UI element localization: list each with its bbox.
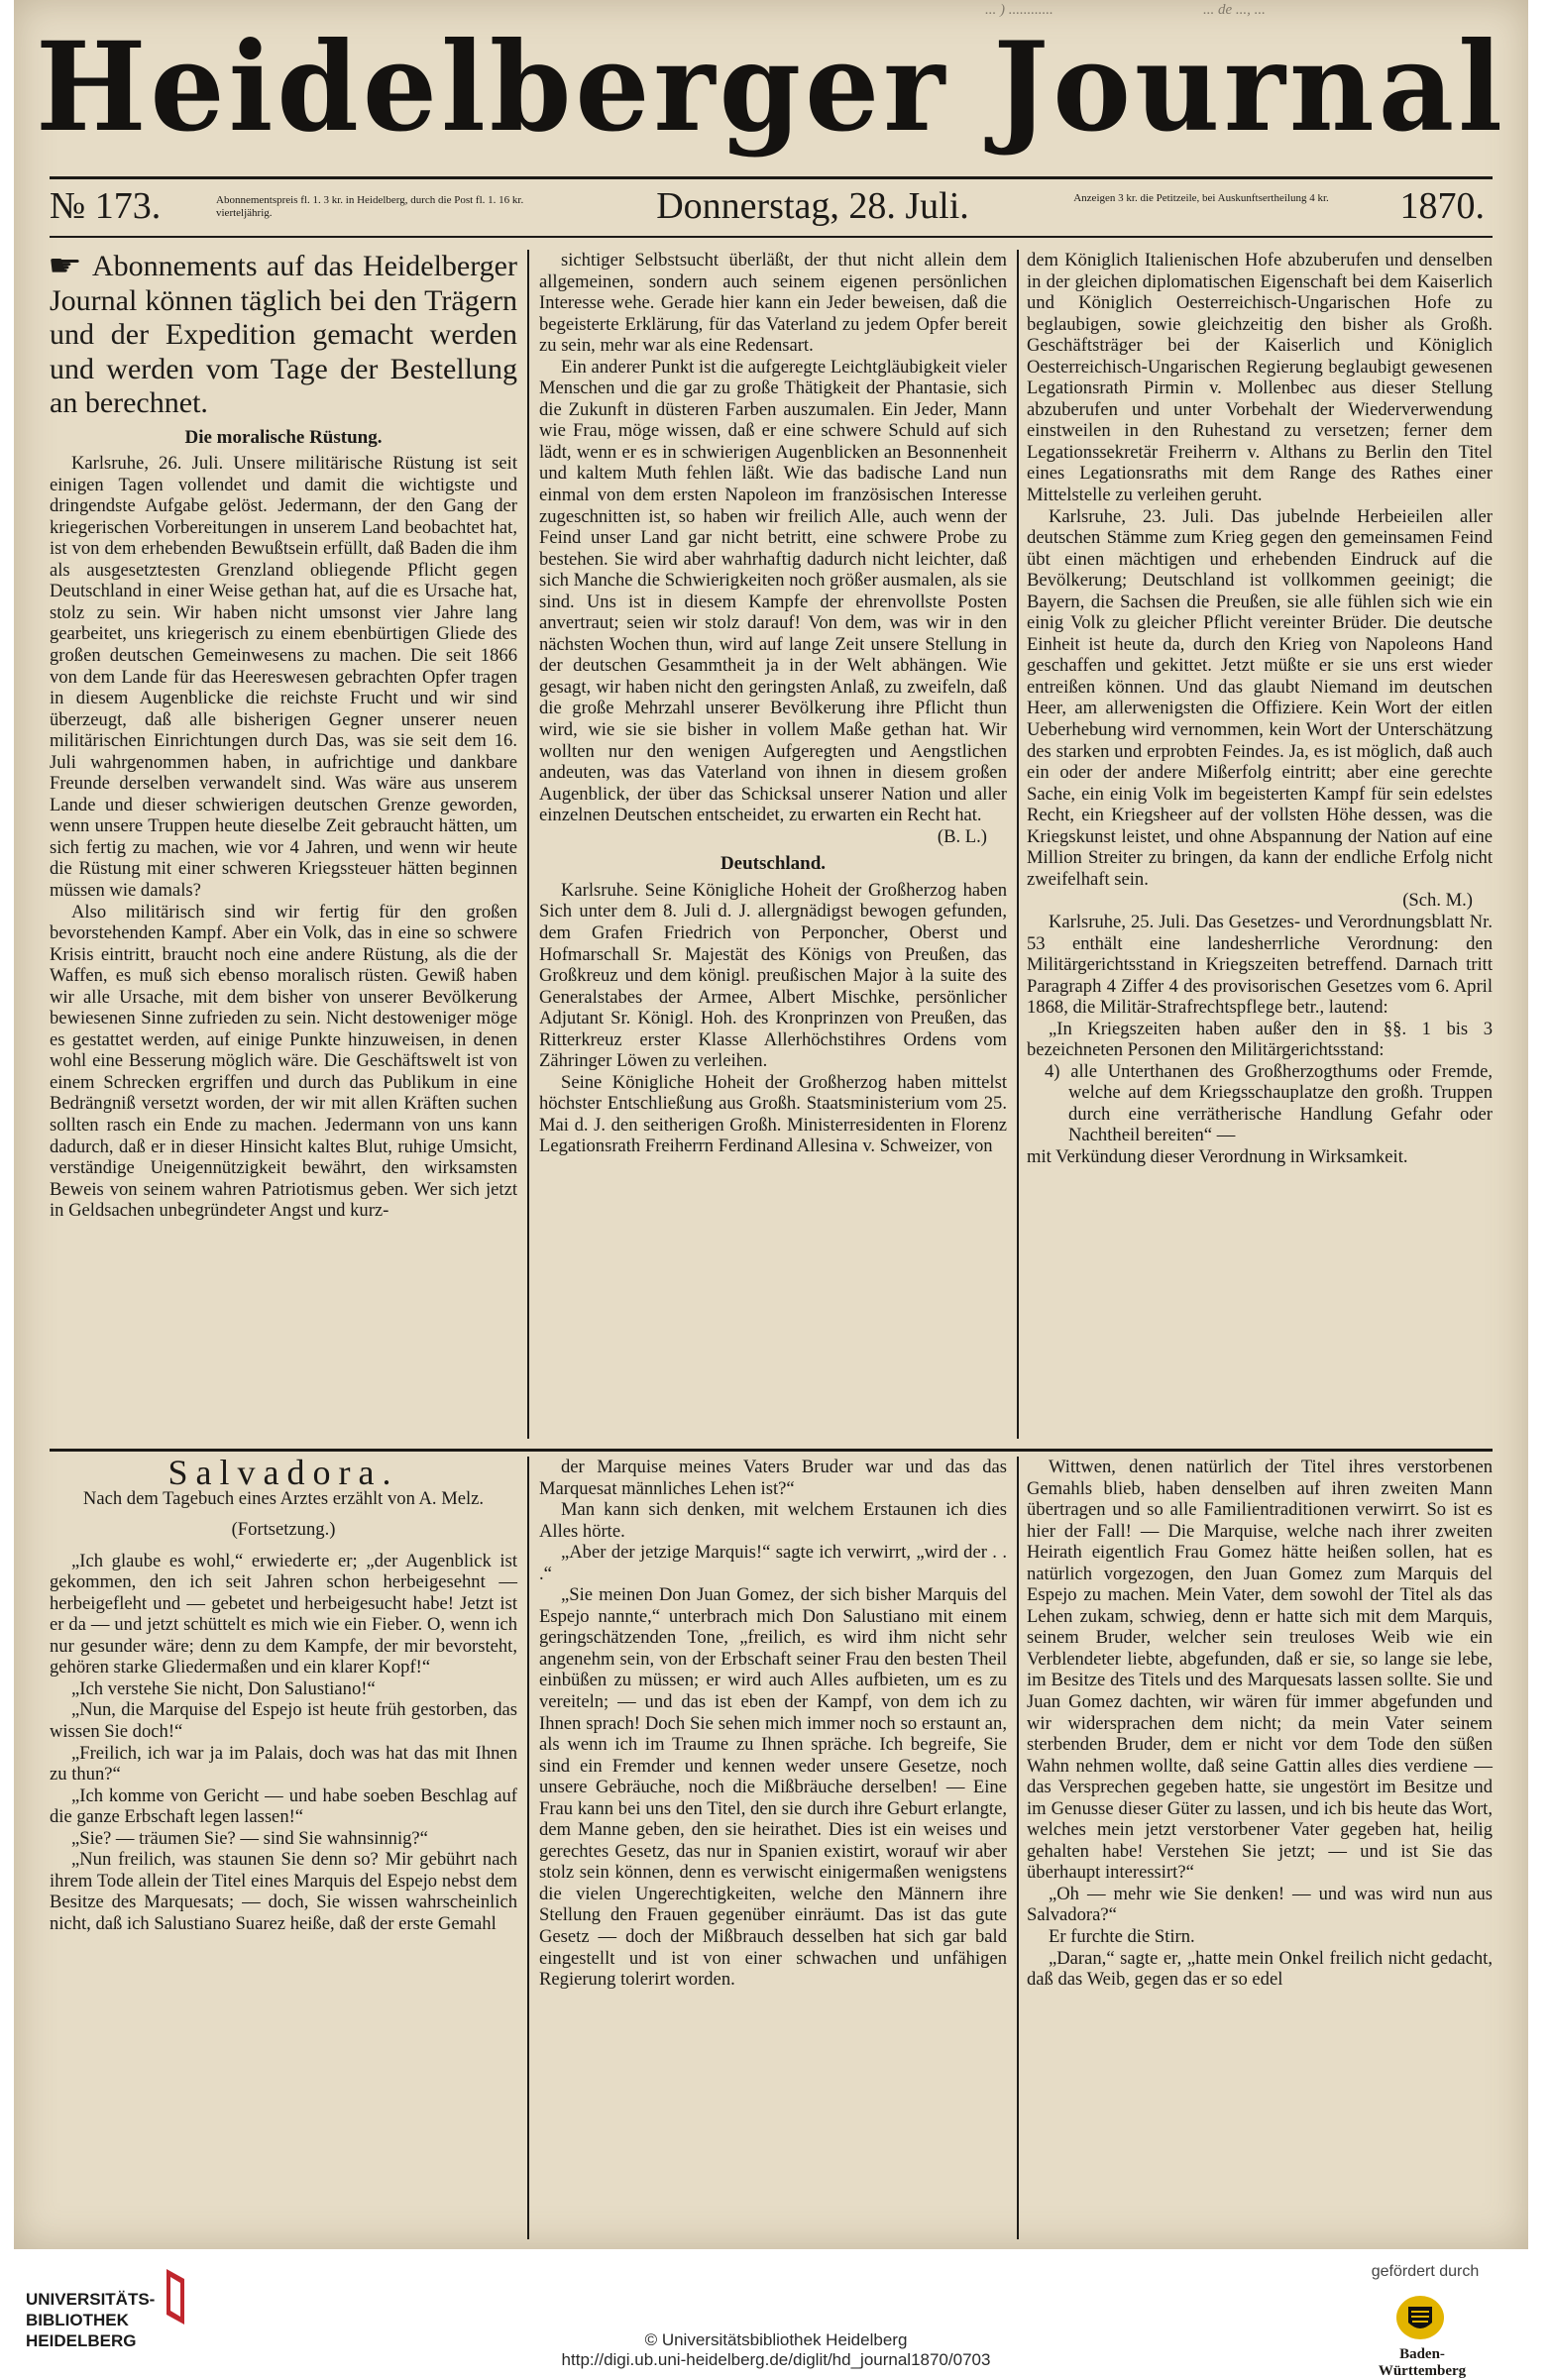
story-paragraph: „Nun, die Marquise del Espejo ist heute früh gestorben, das wissen Sie doch!“	[50, 1699, 517, 1743]
article-paragraph: Also militärisch sind wir fertig für den großen bevorstehenden Kampf. Aber ein Volk, das in eine so schwere Krisis eintritt, braucht noch eine andere Rüstung, als die der Waffen, es muß sich ebenso moralisch rüsten. Gewiß haben wir alle Ursache, mit dem bisher von unserer Bevölkerung bewiesenen Sinne zufrieden zu sein. Nicht destoweniger möge es gestattet werden, auf einige Punkte hinzuweisen, in denen wohl eine Besserung möglich wäre. Die Geschäftswelt ist von einem Schrecken ergriffen und durch das Publikum in eine Bedrängniß versetzt worden, der wir mit allen Kräften suchen sollten rasch ein Ende zu machen. Jedermann von uns kann dadurch, daß er in dieser Hinsicht kaltes Blut, ruhige Umsicht, verständige Uneigennützigkeit bewährt, den wirksamsten Beweis von seinem wahren Patriotismus geben. Wer sich jetzt in Geldsachen unbegründeter Angst und kurz-	[50, 901, 517, 1222]
column-rule	[527, 1457, 529, 2239]
story-continuation: (Fortsetzung.)	[231, 1519, 336, 1541]
story-paragraph: „Oh — mehr wie Sie denken! — und was wird nun aus Salvadora?“	[1027, 1883, 1493, 1926]
funder-name: Baden-Württemberg	[1378, 2346, 1467, 2379]
issue-number: № 173.	[50, 185, 162, 227]
issue-info-bar	[50, 184, 1493, 234]
upper-column-1	[47, 250, 517, 1222]
article-paragraph: Karlsruhe, 23. Juli. Das jubelnde Herbeieilen aller deutschen Stämme zum Krieg gegen den gemeinsamen Feind übt einen mächtigen und erhebenden Eindruck auf die Bevölkerung; Deutschland ist vollkommen geeinigt; die Bayern, die Sachsen die Preußen, sie alle fühlen sich wie ein einig Volk zu gleicher Pflicht vereinter Brüder. Die deutsche Einheit ist heute da, durch den Krieg von Napoleons Hand geschaffen und gekittet. Jetzt müßte er sie uns erst wieder entreißen können. Und das glaubt Niemand im deutschen Heer, am allerwenigsten die Offiziere. Kein Wort der eitlen Ueberhebung wird vernommen, kein Wort der Unterschätzung des starken und erprobten Feindes. Ja, es ist möglich, daß auch ein oder der andere Mißerfolg eintritt; aber eine gerechte Sache, ein einig Volk im begeisterten Kampf für sein edelstes Recht, ein Kriegsheer auf der vollsten Höhe dessen, was die Kriegskunst leistet, und ohne Abspannung der Nation auf eine Million Streiter zu bringen, da kann der endliche Erfolg nicht zweifelhaft sein.	[1027, 505, 1493, 890]
newspaper-masthead: Heidelberger Journal	[36, 14, 1506, 160]
issue-year: 1870.	[1399, 185, 1485, 227]
header-rule-bottom	[50, 236, 1493, 238]
handwritten-scrawl: ... ) ............	[985, 2, 1053, 18]
story-paragraph: „Nun freilich, was staunen Sie denn so? Mir gebührt nach ihrem Tode allein der Titel eines Marquis del Espejo nebst dem Besitze des Marquesats; — doch, Sie wissen wahrscheinlich nicht, daß ich Salustiano Suarez heiße, daß der erste Gemahl	[50, 1849, 517, 1934]
column-rule	[1017, 250, 1019, 1439]
article-paragraph: dem Königlich Italienischen Hofe abzuberufen und denselben in der gleichen diplomatischen Eigenschaft bei dem Kaiserlich und Königlich Oesterreichisch-Ungarischen Hofe zu beglaubigen, sowie gleichzeitig den bisher als Großh. Geschäftsträger bei der Kaiserlich und Königlich Oesterreichisch-Ungarischen Regierung beglaubigt gewesenen Legationsrath Pirmin v. Mollenbec aus dieser Stellung abzuberufen und unter Vorbehalt der Wiederverwendung einstweilen in den Ruhestand zu versetzen; ferner dem Legationssekretär Freiherrn v. Althans zu Berlin den Titel eines Legationsraths mit dem Range des Rathes einer Mittelstelle zu verleihen geruht.	[1027, 250, 1493, 506]
article-paragraph: sichtiger Selbstsucht überläßt, der thut nicht allein dem allgemeinen, sondern auch seinem eigenen persönlichen Interesse wehe. Gerade hier kann ein Jeder beweisen, daß die begeisterte Erklärung, für das Vaterland zu jedem Opfer bereit zu sein, mehr war als eine Redensart.	[539, 250, 1007, 357]
ub-logo-mark-icon	[163, 2269, 188, 2325]
subscription-price: Abonnementspreis fl. 1. 3 kr. in Heidelberg, durch die Post fl. 1. 16 kr. vierteljährig.	[216, 194, 524, 219]
quoted-clause: 4) alle Unterthanen des Großherzogthums oder Fremde, welche auf dem Kriegsschauplatze den großh. Truppen durch eine verrätherische Handlung Gefahr oder Nachtheil bereiten“ —	[1045, 1060, 1493, 1146]
story-paragraph: Man kann sich denken, mit welchem Erstaunen ich dies Alles hörte.	[539, 1499, 1007, 1542]
story-paragraph: „Aber der jetzige Marquis!“ sagte ich verwirrt, „wird der . . .“	[539, 1542, 1007, 1584]
newspaper-page	[14, 0, 1528, 2249]
story-paragraph: „Daran,“ sagte er, „hatte mein Onkel freilich nicht gedacht, daß das Weib, gegen das er so edel	[1027, 1947, 1493, 1991]
story-byline: Nach dem Tagebuch eines Arztes erzählt von A. Melz.	[82, 1487, 485, 1509]
library-footer	[0, 2249, 1552, 2379]
story-paragraph: „Ich komme von Gericht — und habe soeben Beschlag auf die ganze Erbschaft legen lassen!“	[50, 1785, 517, 1828]
feuilleton-rule	[50, 1449, 1493, 1452]
story-paragraph: „Freilich, ich war ja im Palais, doch was hat das mit Ihnen zu thun?“	[50, 1742, 517, 1785]
story-column-3	[1027, 1457, 1493, 1991]
pointing-hand-icon: ☛	[47, 250, 82, 282]
article-paragraph: Seine Königliche Hoheit der Großherzog haben mittelst höchster Entschließung aus Großh. Staatsministerium vom 25. Mai d. J. den seitherigen Großh. Ministerresidenten in Florenz Legationsrath Freiherrn Ferdinand Allesina v. Schweizer, von	[539, 1071, 1007, 1157]
logo-text: HEIDELBERG	[26, 2331, 137, 2350]
story-paragraph: „Ich glaube es wohl,“ erwiederte er; „der Augenblick ist gekommen, den ich seit Jahren schon herbeigesehnt — herbeigefleht und — gebetet und herbeigesucht habe! Jetzt ist er da — und jetzt schüttelt es mich wie ein Fieber. O, wenn ich nur gesunder wäre; denn zu dem Kampfe, der mir bevorsteht, gehören starke Gliedermaßen und ein klarer Kopf!“	[50, 1550, 517, 1678]
notice-text: Abonnements auf das Heidelberger Journal können täglich bei den Trägern und der Expedition gemacht werden und werden vom Tage der Bestellung an berechnet.	[50, 250, 517, 419]
header-rule-top	[50, 176, 1493, 179]
story-paragraph: der Marquise meines Vaters Bruder war und das das Marquesat männliches Lehen ist?“	[539, 1457, 1007, 1499]
article-paragraph: mit Verkündung dieser Verordnung in Wirksamkeit.	[1027, 1145, 1408, 1167]
story-title: Salvadora.	[167, 1453, 399, 1492]
story-paragraph: „Sie? — träumen Sie? — sind Sie wahnsinnig?“	[71, 1827, 428, 1849]
article-paragraph: „In Kriegszeiten haben außer den in §§. 1 bis 3 bezeichneten Personen den Militärgerichtsstand:	[1027, 1018, 1493, 1061]
source-attribution: (Sch. M.)	[1402, 890, 1473, 912]
column-rule	[527, 250, 529, 1439]
upper-column-2	[539, 250, 1007, 1157]
source-url-link[interactable]: http://digi.ub.uni-heidelberg.de/diglit/hd_journal1870/0703	[561, 2350, 991, 2369]
section-heading: Deutschland.	[720, 853, 827, 875]
story-paragraph: „Ich verstehe Sie nicht, Don Salustiano!“	[71, 1677, 376, 1699]
story-paragraph: Er furchte die Stirn.	[1049, 1926, 1195, 1948]
subscription-notice	[47, 250, 517, 421]
section-heading: Die moralische Rüstung.	[184, 426, 383, 448]
story-paragraph: „Sie meinen Don Juan Gomez, der sich bisher Marquis del Espejo nannte,“ unterbrach mich Don Salustiano mit einem geringschätzenden Tone, „freilich, es wird ihm nicht sehr angenehm sein, von der Erbschaft seiner Frau den besten Theil einbüßen zu müssen; er wird auch Alles aufbieten, um es zu vereiteln; — und das ist eben der Kampf, von dem ich zu Ihnen sprach! Doch Sie sehen mich immer noch so erstaunt an, als wenn ich im Traume zu Ihnen spräche. Ich begreife, Sie sind ein Fremder und kennen weder unsere Gesetze, noch unsere Gebräuche, noch die Mißbräuche derselben! — Eine Frau kann bei uns den Titel, den sie durch ihre Geburt erlangte, dem Manne geben, den sie heirathet. Dies ist ein weises und gerechtes Gesetz, das nur in Spanien existirt, worauf wir aber stolz sein können, denn es verwischt einigermaßen wenigstens die vielen Ungerechtigkeiten, welche den Männern ihre Stellung den Frauen gegenüber einräumt. Das ist das gute Gesetz — doch der Mißbrauch desselben hat sich gar bald eingestellt und ist von einer schwachen und unfähigen Regierung tolerirt worden.	[539, 1584, 1007, 1991]
story-paragraph: Wittwen, denen natürlich der Titel ihres verstorbenen Gemahls blieb, haben denselben auf ihren zweiten Mann übertragen und so alle Familientraditionen verwirrt. So ist es hier der Fall! — Die Marquise, welche nach ihrer zweiten Heirath eigentlich Frau Gomez hätte heißen sollen, hat es natürlich vorgezogen, den Juan Gomez zum Marquis del Espejo zu machen. Mein Vater, dem sowohl der Titel als das Lehen zukam, schwieg, denn er hatte sich mit dem Marquis, seinem Bruder, welcher sein treuloses Weib wie ein Verblendeter liebte, abgefunden, daß er sie, so lange sie lebe, im Besitze des Titels und des Marquesats lassen sollte. Sie und Juan Gomez dachten, wir wären für immer abgefunden und wir widersprachen dem nicht; da mein Vater seinem sterbenden Bruder, dem er nicht vor dem Tode den süßen Wahn nehmen wollte, daß seine Gattin alles dies verdiene — das Versprechen gegeben hatte, sie ungestört im Besitze und im Genusse dieser Güter zu lassen, und ich bis heute das Wort, welches mein jetzt verstorbener Vater gegeben hat, heilig gehalten habe! Verstehen Sie jetzt; — und ist Sie das überhaupt interessirt?“	[1027, 1457, 1493, 1884]
column-rule	[1017, 1457, 1019, 2239]
logo-text: BIBLIOTHEK	[26, 2311, 129, 2329]
story-column-2	[539, 1457, 1007, 1991]
handwritten-scrawl: ... de ..., ...	[1203, 2, 1266, 18]
article-paragraph: Karlsruhe. Seine Königliche Hoheit der Großherzog haben Sich unter dem 8. Juli d. J. allergnädigst bewogen gefunden, dem Grafen Friedrich von Perponcher, Oberst und Hofmarschall Sr. Majestät des Königs von Preußen, das Großkreuz und dem königl. preußischen Major à la suite des Generalstabes der Armee, Albert Mischke, persönlicher Adjutant Sr. Königl. Hoh. des Kronprinzen von Preußen, das Ritterkreuz erster Klasse Allerhöchstihres Ordens vom Zähringer Löwen zu verleihen.	[539, 879, 1007, 1072]
advertising-rates: Anzeigen 3 kr. die Petitzeile, bei Auskunftsertheilung 4 kr.	[1073, 192, 1329, 204]
funded-by-label: gefördert durch	[1371, 2263, 1480, 2280]
article-paragraph: Ein anderer Punkt ist die aufgeregte Leichtgläubigkeit vieler Menschen und die gar zu große Thätigkeit der Phantasie, sich die Zukunft in düsteren Farben auszumalen. Ein Jeder, Mann wie Frau, möge wissen, daß er eine schwere Schuld auf sich lädt, wenn er es in schwierigen Augenblicken an Besonnenheit und kaltem Muth fehlen läßt. Wie das badische Land nun einmal von dem ersten Napoleon im französischen Interesse zugeschnitten ist, so haben wir freilich Alle, auch wenn der Feind unser Land gar nicht betritt, eine schwere Probe zu bestehen. Sie wird aber wahrhaftig dadurch nicht leichter, daß sich Manche die Schwierigkeiten noch größer ausmalen, als sie sind. Uns ist in diesem Kampfe der ehrenvollste Posten anvertraut; seien wir stolz darauf! Von dem, was wir in den nächsten Wochen thun, wird auf lange Zeit unsere Stellung in der deutschen Gesammtheit ja in der Welt abhängen. Wie gesagt, wir haben nicht den geringsten Anlaß, zu zweifeln, daß die große Mehrzahl unserer Bevölkerung ihre Pflicht thun wird, wie sie sie bisher in vollem Maße gethan hat. Wir wollten nur den wenigen Aufgeregten und Aengstlichen andeuten, was das Vaterland von ihnen in diesem großen Augenblick, der über das Schicksal unserer Nation und aller einzelnen Deutschen entscheidet, zu erwarten ein Recht hat.	[539, 356, 1007, 826]
story-column-1	[50, 1453, 517, 1934]
article-paragraph: Karlsruhe, 25. Juli. Das Gesetzes- und Verordnungsblatt Nr. 53 enthält eine landesherrliche Verordnung: den Militärgerichtsstand in Kriegszeiten betreffend. Darnach tritt Paragraph 4 Ziffer 4 des provisorischen Gesetzes vom 6. April 1868, die Militär-Strafrechtspflege betr., lautend:	[1027, 911, 1493, 1019]
copyright-text: © Universitätsbibliothek Heidelberg	[644, 2330, 908, 2349]
copyright-block	[0, 2330, 1552, 2370]
source-attribution: (B. L.)	[937, 825, 987, 847]
issue-date: Donnerstag, 28. Juli.	[656, 185, 969, 227]
baden-wuerttemberg-seal-icon	[1395, 2295, 1445, 2340]
article-paragraph: Karlsruhe, 26. Juli. Unsere militärische Rüstung ist seit einigen Tagen vollendet und damit die wichtigste und dringendste Aufgabe gelöst. Jedermann, der den Gang der kriegerischen Vorbereitungen in unserem Land beobachtet hat, ist von dem erhebenden Bewußtsein erfüllt, daß Baden die ihm als ausgesetztesten Grenzland obliegende Pflicht gegen Deutschland in einer Weise gethan hat, auf die es Ursache hat, stolz zu sein. Wir haben nicht umsonst vier Jahre lang gearbeitet, uns kriegerisch zu einem ebenbürtigen Gliede des großen deutschen Gemeinwesens zu machen. Die seit 1866 von dem Lande für das Heereswesen gebrachten Opfer tragen in diesem Augenblicke die reichste Frucht und wir sind überzeugt, daß alle bisherigen Gegner unserer neuen militärischen Einrichtungen durch Das, was sie seit dem 16. Juli wahrgenommen haben, in aufrichtige und dankbare Freunde derselben verwandelt sind. Was wäre aus unserem Lande und dieser schwierigen deutschen Grenze geworden, wenn unsere Truppen heute dieselbe Zeit gebraucht hätten, um sich fertig zu machen, wie vor 4 Jahren, und wenn wir heute die Rüstung mit einer schweren Kriegssteuer hätten beginnen müssen wie damals?	[50, 453, 517, 901]
logo-text: UNIVERSITÄTS-	[26, 2290, 156, 2309]
upper-column-3	[1027, 250, 1493, 1168]
